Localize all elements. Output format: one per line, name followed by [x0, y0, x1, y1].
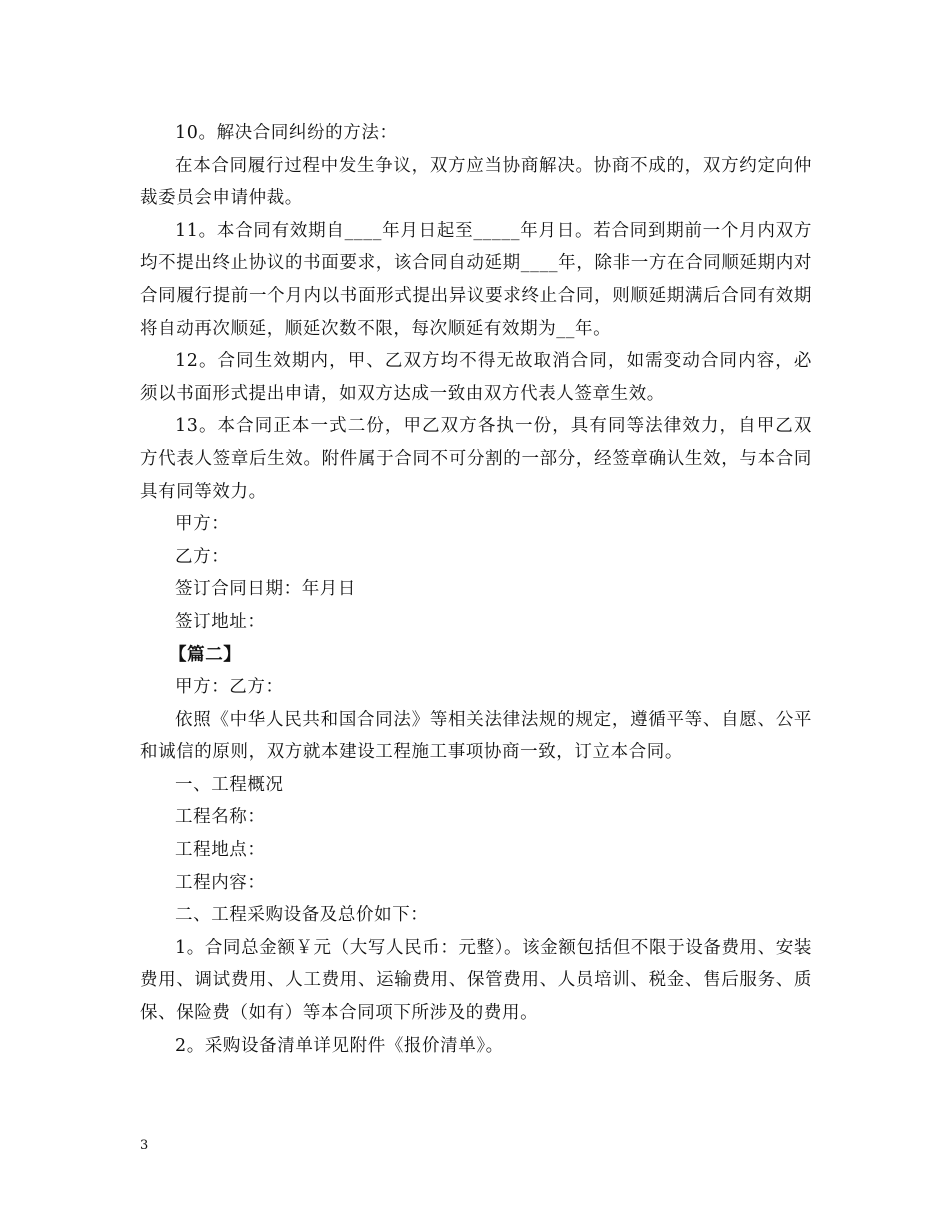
- clause-10-heading: 10。解决合同纠纷的方法：: [175, 123, 398, 143]
- section-heading: 【篇二】: [169, 644, 242, 665]
- clause-12-text: 12。合同生效期内，甲、乙双方均不得无故取消合同，如需变动合同内容，必须以书面形式提出申请，如双方达成一致由双方代表人签章生效。: [140, 351, 812, 404]
- total-amount-text: 1。合同总金额￥元（大写人民币：元整）。该金额包括但不限于设备费用、安装费用、调试费用、人工费用、运输费用、保管费用、人员培训、税金、售后服务、质保、保险费（如有）等本合同项下所涉及的费用。: [140, 937, 812, 1024]
- project-overview-heading: 一、工程概况: [175, 774, 284, 795]
- clause-11-text: 11。本合同有效期自____年月日起至_____年月日。若合同到期前一个月内双方均不提出终止协议的书面要求，该合同自动延期____年，除非一方在合同顺延期内对合同履行提前一个月内以书面形式提出异议要求终止合同，则顺延期满后合同有效期将自动再次顺延，顺延次数不限，每次顺延有效期为__年。: [140, 220, 812, 339]
- clause-13-text: 13。本合同正本一式二份，甲乙双方各执一份，具有同等法律效力，自甲乙双方代表人签章后生效。附件属于合同不可分割的一部分，经签章确认生效，与本合同具有同等效力。: [140, 416, 812, 502]
- project-content-line: 工程内容：: [175, 872, 266, 893]
- project-location-line: 工程地点：: [175, 840, 266, 861]
- procurement-heading: 二、工程采购设备及总价如下：: [175, 905, 429, 926]
- signing-date-line: 签订合同日期：年月日: [175, 579, 356, 600]
- document-body: [140, 117, 812, 1062]
- party-a-line: 甲方：: [175, 514, 230, 535]
- parties-line: 甲方：乙方：: [175, 677, 284, 698]
- page-number: 3: [140, 1138, 149, 1153]
- signing-address-line: 签订地址：: [175, 611, 266, 632]
- preamble-text: 依照《中华人民共和国合同法》等相关法律法规的规定，遵循平等、自愿、公平和诚信的原则，双方就本建设工程施工事项协商一致，订立本合同。: [140, 709, 812, 763]
- equipment-list-text: 2。采购设备清单详见附件《报价清单》。: [175, 1035, 504, 1056]
- party-b-line: 乙方：: [175, 546, 230, 567]
- project-name-line: 工程名称：: [175, 807, 266, 828]
- clause-10-text: 在本合同履行过程中发生争议，双方应当协商解决。协商不成的，双方约定向仲裁委员会申请仲裁。: [140, 155, 812, 209]
